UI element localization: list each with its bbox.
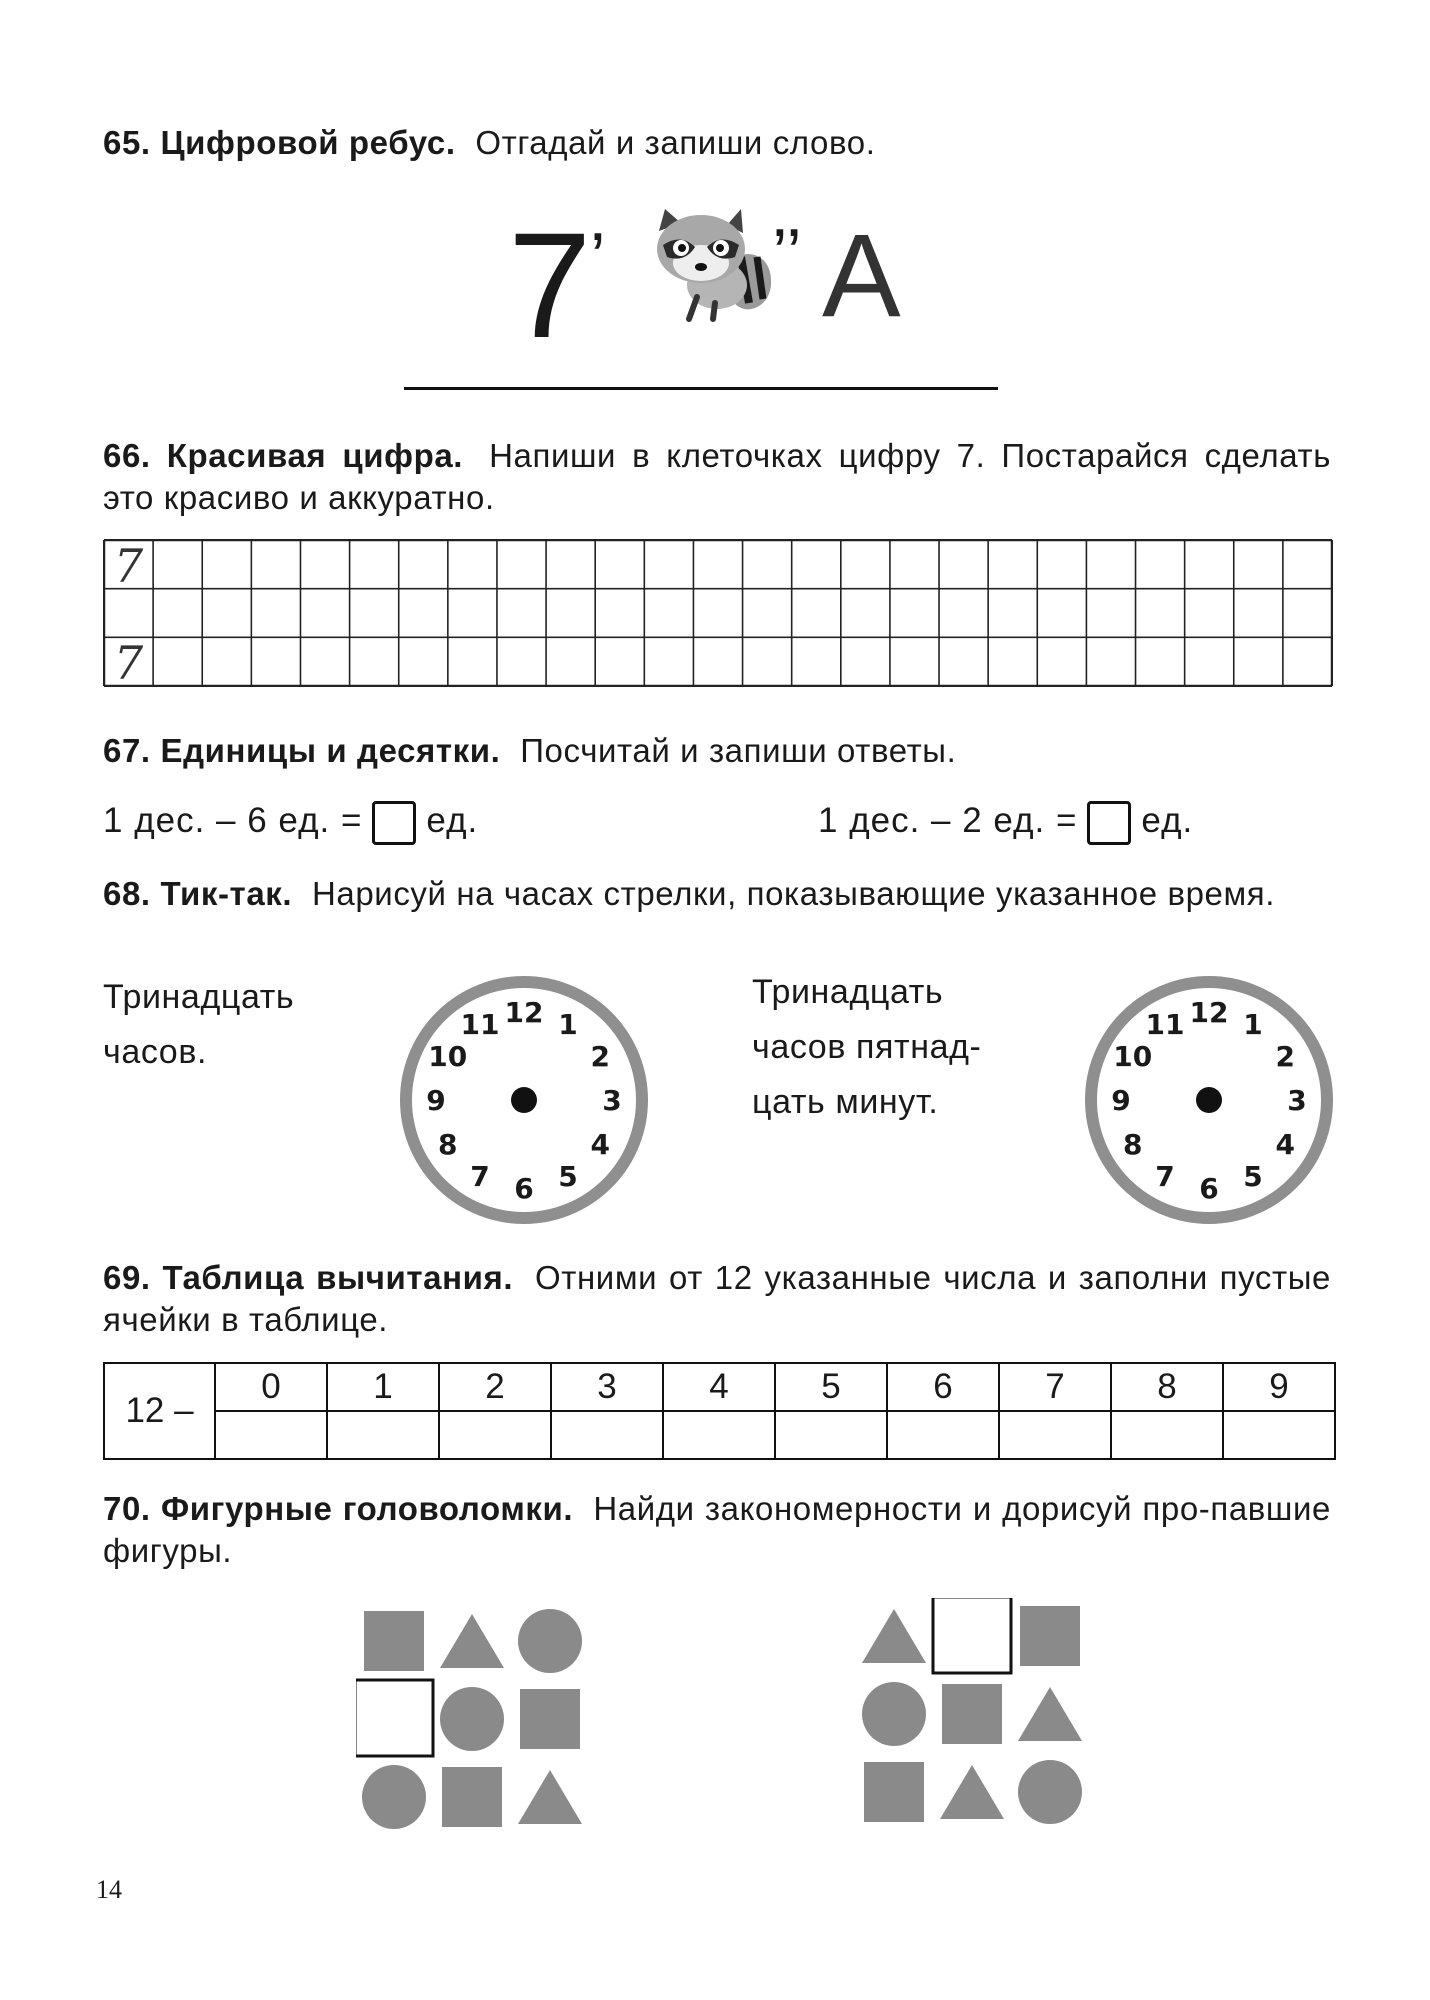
task-title: Единицы и десятки. bbox=[160, 732, 501, 769]
circle-shape bbox=[518, 1609, 582, 1673]
task-text: Напиши в клеточках цифру 7. Постарайся сделать это красиво и аккуратно. bbox=[103, 437, 1331, 516]
square-shape bbox=[864, 1762, 924, 1822]
figure-puzzle-2 bbox=[856, 1598, 1086, 1828]
triangle-shape bbox=[1018, 1687, 1082, 1741]
clock-center bbox=[511, 1087, 537, 1113]
table-value-cell: 2 bbox=[439, 1363, 551, 1411]
sample-digit: 7 bbox=[113, 539, 144, 593]
clock-number: 10 bbox=[1113, 1040, 1153, 1073]
task-text: Нарисуй на часах стрелки, показывающие указанное время. bbox=[311, 875, 1276, 912]
table-value-cell: 6 bbox=[887, 1363, 999, 1411]
equation-unit: ед. bbox=[426, 801, 479, 840]
rebus-letter: А bbox=[822, 210, 901, 342]
clock-number: 3 bbox=[602, 1084, 622, 1117]
table-value-cell: 3 bbox=[551, 1363, 663, 1411]
caption-line: цать минут. bbox=[752, 1083, 939, 1121]
clock-number: 1 bbox=[558, 1007, 578, 1041]
clock-number: 6 bbox=[1199, 1172, 1219, 1205]
clock-caption-2 bbox=[752, 965, 981, 1130]
task-66 bbox=[103, 435, 1331, 519]
equation-expression: 1 дес. – 6 ед. = bbox=[103, 801, 363, 840]
clock-number: 2 bbox=[590, 1040, 610, 1073]
clock-number: 9 bbox=[426, 1084, 446, 1117]
caption-line: Тринадцать bbox=[752, 973, 944, 1011]
table-answer-cell[interactable] bbox=[439, 1411, 551, 1459]
caption-line: часов. bbox=[103, 1033, 208, 1071]
rebus-digit: 7 bbox=[508, 201, 592, 369]
circle-shape bbox=[362, 1765, 426, 1829]
task-70 bbox=[103, 1488, 1331, 1572]
table-answer-cell[interactable] bbox=[887, 1411, 999, 1459]
empty-figure-slot[interactable] bbox=[933, 1598, 1011, 1673]
table-value-cell: 4 bbox=[663, 1363, 775, 1411]
table-answer-cell[interactable] bbox=[663, 1411, 775, 1459]
task-65 bbox=[103, 122, 1331, 164]
rebus-apostrophe: ’ bbox=[590, 218, 606, 296]
task-text: Посчитай и запиши ответы. bbox=[520, 732, 957, 769]
clock-number: 4 bbox=[590, 1128, 610, 1161]
grid-lines[interactable] bbox=[103, 539, 1333, 687]
clock-number: 3 bbox=[1287, 1084, 1307, 1117]
table-value-cell: 5 bbox=[775, 1363, 887, 1411]
square-shape bbox=[942, 1684, 1002, 1744]
clock-number: 8 bbox=[1123, 1128, 1143, 1161]
table-answer-cell[interactable] bbox=[775, 1411, 887, 1459]
table-answer-cell[interactable] bbox=[999, 1411, 1111, 1459]
clock-face-1[interactable] bbox=[396, 972, 652, 1228]
answer-box[interactable] bbox=[372, 801, 416, 845]
clock-number: 1 bbox=[1243, 1007, 1263, 1041]
clock-number: 11 bbox=[1145, 1007, 1185, 1041]
circle-shape bbox=[440, 1687, 504, 1751]
triangle-shape bbox=[440, 1614, 504, 1668]
clock-number: 10 bbox=[428, 1040, 468, 1073]
clock-number: 6 bbox=[514, 1172, 534, 1205]
square-shape bbox=[1020, 1606, 1080, 1666]
task-title: Красивая цифра. bbox=[166, 437, 464, 474]
table-answer-cell[interactable] bbox=[327, 1411, 439, 1459]
task-number: 69. bbox=[103, 1259, 151, 1296]
clock-caption-1 bbox=[103, 970, 294, 1080]
clock-number: 5 bbox=[558, 1160, 578, 1194]
equation-2 bbox=[818, 800, 1193, 845]
square-shape bbox=[442, 1767, 502, 1827]
circle-shape bbox=[1018, 1760, 1082, 1824]
square-shape bbox=[520, 1689, 580, 1749]
table-answer-cell[interactable] bbox=[1223, 1411, 1335, 1459]
triangle-shape bbox=[940, 1765, 1004, 1819]
triangle-shape bbox=[862, 1609, 926, 1663]
clock-number: 9 bbox=[1111, 1084, 1131, 1117]
task-text: Найди закономерности и дорисуй про-павшие фигуры. bbox=[103, 1490, 1331, 1569]
answer-line[interactable] bbox=[404, 387, 998, 390]
table-answer-cell[interactable] bbox=[1111, 1411, 1223, 1459]
task-text: Отними от 12 указанные числа и заполни пустые ячейки в таблице. bbox=[103, 1259, 1331, 1338]
clock-face-2[interactable] bbox=[1081, 972, 1337, 1228]
clock-number: 2 bbox=[1275, 1040, 1295, 1073]
clock-number: 5 bbox=[1243, 1160, 1263, 1194]
square-shape bbox=[364, 1611, 424, 1671]
empty-figure-slot[interactable] bbox=[356, 1680, 433, 1756]
caption-line: Тринадцать bbox=[103, 978, 295, 1016]
clock-number: 7 bbox=[1155, 1160, 1175, 1194]
clock-center bbox=[1196, 1087, 1222, 1113]
circle-shape bbox=[862, 1682, 926, 1746]
clock-number: 11 bbox=[460, 1007, 500, 1041]
triangle-shape bbox=[518, 1770, 582, 1824]
rebus-quote: ’’ bbox=[772, 214, 802, 292]
answer-box[interactable] bbox=[1087, 801, 1131, 845]
task-69 bbox=[103, 1257, 1331, 1341]
table-value-cell: 1 bbox=[327, 1363, 439, 1411]
table-lead-cell: 12 – bbox=[104, 1363, 215, 1459]
task-text: Отгадай и запиши слово. bbox=[475, 124, 876, 161]
clock-number: 12 bbox=[1189, 996, 1229, 1029]
task-67 bbox=[103, 730, 1331, 772]
table-value-cell: 8 bbox=[1111, 1363, 1223, 1411]
task-number: 65. bbox=[103, 124, 151, 161]
equation-expression: 1 дес. – 2 ед. = bbox=[818, 801, 1078, 840]
task-title: Фигурные головоломки. bbox=[160, 1490, 574, 1527]
clock-number: 12 bbox=[504, 996, 544, 1029]
task-title: Таблица вычитания. bbox=[162, 1259, 514, 1296]
equation-1 bbox=[103, 800, 478, 845]
writing-grid[interactable] bbox=[103, 539, 1333, 687]
table-value-cell: 9 bbox=[1223, 1363, 1335, 1411]
table-row-values bbox=[104, 1363, 1335, 1411]
task-number: 70. bbox=[103, 1490, 151, 1527]
subtraction-table bbox=[103, 1362, 1336, 1460]
table-answer-cell[interactable] bbox=[215, 1411, 327, 1459]
task-number: 67. bbox=[103, 732, 151, 769]
equation-unit: ед. bbox=[1141, 801, 1194, 840]
sample-digit: 7 bbox=[113, 636, 144, 687]
raccoon-icon bbox=[645, 205, 777, 323]
table-answer-cell[interactable] bbox=[551, 1411, 663, 1459]
task-68 bbox=[103, 873, 1331, 915]
task-title: Тик-так. bbox=[160, 875, 293, 912]
clock-number: 4 bbox=[1275, 1128, 1295, 1161]
clock-number: 7 bbox=[470, 1160, 490, 1194]
table-row-answers bbox=[104, 1411, 1335, 1459]
table-value-cell: 0 bbox=[215, 1363, 327, 1411]
figure-puzzle-1 bbox=[356, 1603, 586, 1833]
task-title: Цифровой ребус. bbox=[160, 124, 456, 161]
page-number: 14 bbox=[96, 1875, 122, 1904]
table-value-cell: 7 bbox=[999, 1363, 1111, 1411]
caption-line: часов пятнад- bbox=[752, 1028, 982, 1066]
task-number: 66. bbox=[103, 437, 151, 474]
clock-number: 8 bbox=[438, 1128, 458, 1161]
task-number: 68. bbox=[103, 875, 151, 912]
